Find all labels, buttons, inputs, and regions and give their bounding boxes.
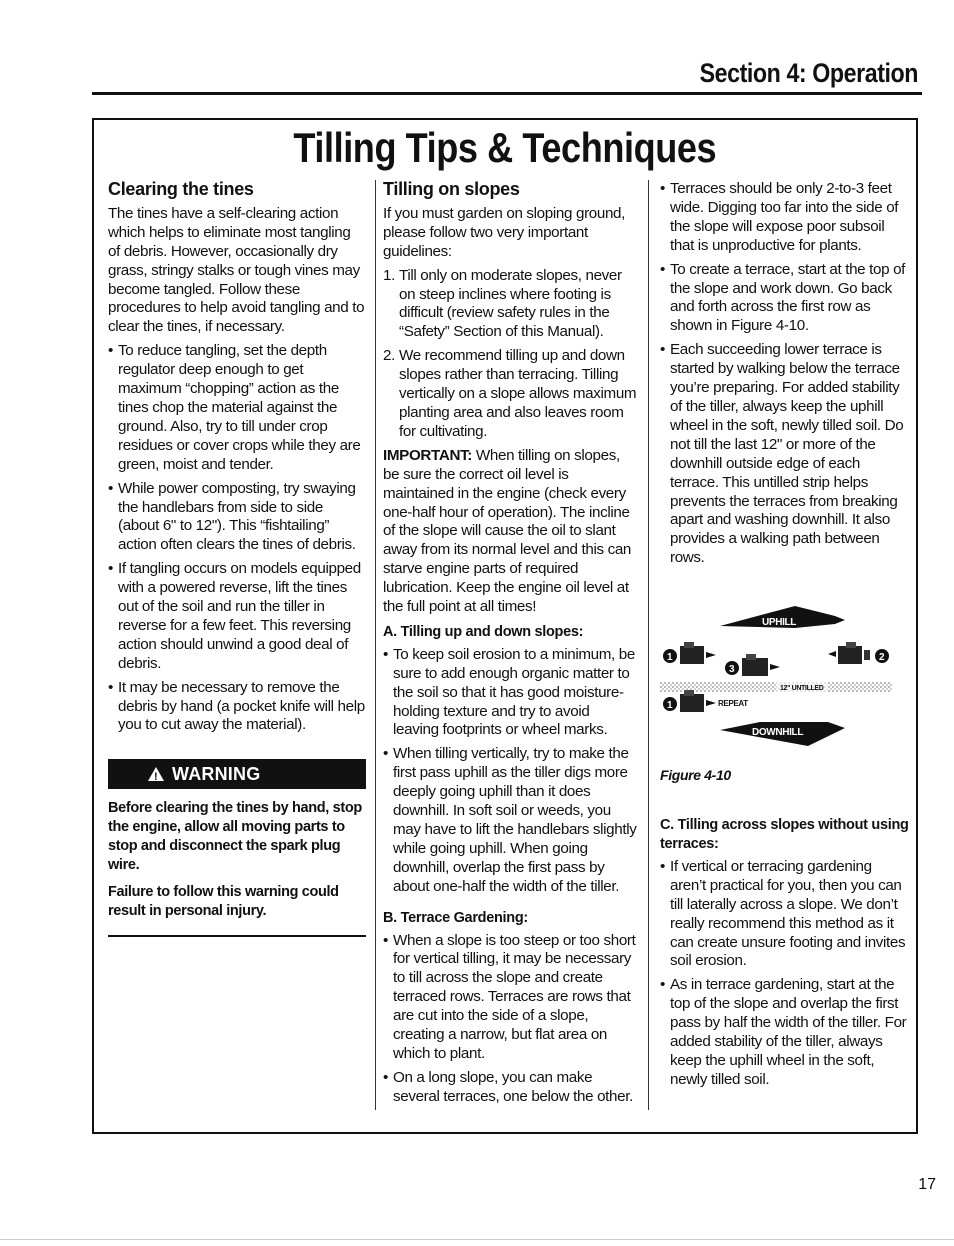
page-title [92,124,918,172]
clearing-intro: The tines have a self-clearing action which helps to eliminate most tangling of debris. However, occasionally dry grass, stringy stalks or tough vines may become tangled. Follow these procedures to help avoid tangling and to clear the tines, if necessary. [108,204,365,336]
warning-banner [108,759,366,789]
page-number: 17 [918,1176,936,1193]
column-slopes [383,180,639,1112]
row-1-marker: 1 [667,652,673,664]
list-item: • On a long slope, you can make several terraces, one below the other. [383,1069,639,1107]
slopes-guidelines [383,267,639,442]
warning-triangle-icon [148,767,164,781]
list-item: • To reduce tangling, set the depth regulator deep enough to get maximum “chopping” action as the tines chop the material against the ground. Also, try to till under crop residues or cover crops while they are green, moist and tender. [108,342,366,474]
terrace-diagram [660,598,910,758]
subheading-c: C. Tilling across slopes without using terraces: [660,817,909,853]
section-header: Section 4: Operation [699,58,918,88]
list-item [383,267,639,343]
column-terraces [660,180,910,1095]
downhill-arrow [720,722,845,746]
figure-caption: Figure 4-10 [660,767,731,784]
row-3 [663,690,748,712]
terrace-list [660,180,910,568]
warning-rule [108,935,366,937]
bottom-rule [0,1239,954,1240]
row-1-return [828,642,889,664]
list-item: • It may be necessary to remove the debris by hand (a pocket knife will help you to cut away the material). [108,679,366,736]
row-1-return-marker: 2 [879,652,885,664]
row-3-marker: 1 [667,700,673,712]
untilled-label: 12" UNTILLED [780,685,824,693]
column-divider-2 [648,180,649,1110]
uphill-label: UPHILL [762,617,797,629]
clearing-heading: Clearing the tines [108,179,254,199]
header-rule [92,92,922,95]
important-label: IMPORTANT: [383,446,473,464]
untilled-strip [660,682,892,692]
clearing-list [108,342,366,735]
item-text: Till only on moderate slopes, never on steep inclines where footing is difficult (review safety rules in the “Safety” Section of this Manual). [399,266,622,341]
list-a [383,646,639,897]
column-divider-1 [375,180,376,1110]
list-item: • To create a terrace, start at the top of the slope and work down. Go back and forth across the first row as shown in Figure 4-10. [660,261,910,337]
important-text: When tilling on slopes, be sure the correct oil level is maintained in the engine (check every one-half hour of operation). The incline of the slope will cause the oil to slant away from its normal level and this can starve engine parts of required lubrication. Keep the engine oil level at the full point at all times! [383,446,632,616]
repeat-label: REPEAT [718,699,748,709]
list-item: • When tilling vertically, try to make the first pass uphill as the tiller digs more deeply going uphill than it does downhill. In soft soil or weeds, you may have to lift the handlebars slightly while going uphill. When going downhill, overlap the first pass by about one-half the width of the tiller. [383,745,639,896]
subheading-b: B. Terrace Gardening: [383,909,528,926]
list-c [660,858,910,1090]
list-item: • When a slope is too steep or too short for vertical tilling, it may be necessary to till across the slope and create terraced rows. Terraces are rows that are cut into the side of a slope, creating a narrow, but flat area on which to plant. [383,932,639,1064]
warning-text-2: Failure to follow this warning could result in personal injury. [108,884,339,920]
list-item: • To keep soil erosion to a minimum, be sure to add enough organic matter to the soil so that it has good moisture-holding texture and try to avoid leaving footprints or wheel marks. [383,646,639,741]
uphill-arrow [720,606,845,628]
slopes-heading: Tilling on slopes [383,179,520,199]
list-item [383,347,639,442]
row-2 [725,654,780,676]
figure-terrace-diagram [660,598,910,784]
column-clearing [108,180,366,937]
warning-text-1: Before clearing the tines by hand, stop the engine, allow all moving parts to stop and disconnect the spark plug wire. [108,800,362,874]
row-1 [663,642,716,664]
slopes-intro: If you must garden on sloping ground, please follow two very important guidelines: [383,204,626,260]
page-title-text: Tilling Tips & Techniques [293,124,717,171]
important-note [383,447,639,617]
item-number: 2. [383,347,395,365]
warning-label: WARNING [172,763,261,784]
subheading-a: A. Tilling up and down slopes: [383,623,584,640]
list-b [383,932,639,1107]
list-item: • Terraces should be only 2-to-3 feet wide. Digging too far into the side of the slope will expose poor subsoil that is unproductive for plants. [660,180,910,256]
item-text: We recommend tilling up and down slopes rather than terracing. Tilling vertically on a slope allows maximum planting area and also leaves room for cultivating. [399,347,637,440]
list-item: • If vertical or terracing gardening aren’t practical for you, then you can till laterally across a slope. We don’t really recommend this method as it can create unsure footing and invites soil erosion. [660,858,910,971]
row-2-marker: 3 [729,664,735,676]
list-item: • If tangling occurs on models equipped with a powered reverse, lift the tines out of the soil and run the tiller in reverse for a few feet. This reversing action should unwind a good deal of debris. [108,560,366,673]
list-item: • Each succeeding lower terrace is started by walking below the terrace you’re preparing. For added stability of the tiller, always keep the uphill wheel in the soft, newly tilled soil. Do not till the last 12" or more of the downhill outside edge of each terrace. This untilled strip helps prevents the terraces from breaking apart and washing downhill. It also provides a walking path between rows. [660,341,910,568]
downhill-label: DOWNHILL [752,727,804,739]
list-item: • As in terrace gardening, start at the top of the slope and overlap the first pass by half the width of the tiller. For added stability of the tiller, always keep the uphill wheel in the soft, newly tilled soil. [660,976,910,1089]
item-number: 1. [383,266,395,284]
list-item: • While power composting, try swaying the handlebars from side to side (about 6" to 12"). This “fishtailing” action often clears the tines of debris. [108,480,366,556]
